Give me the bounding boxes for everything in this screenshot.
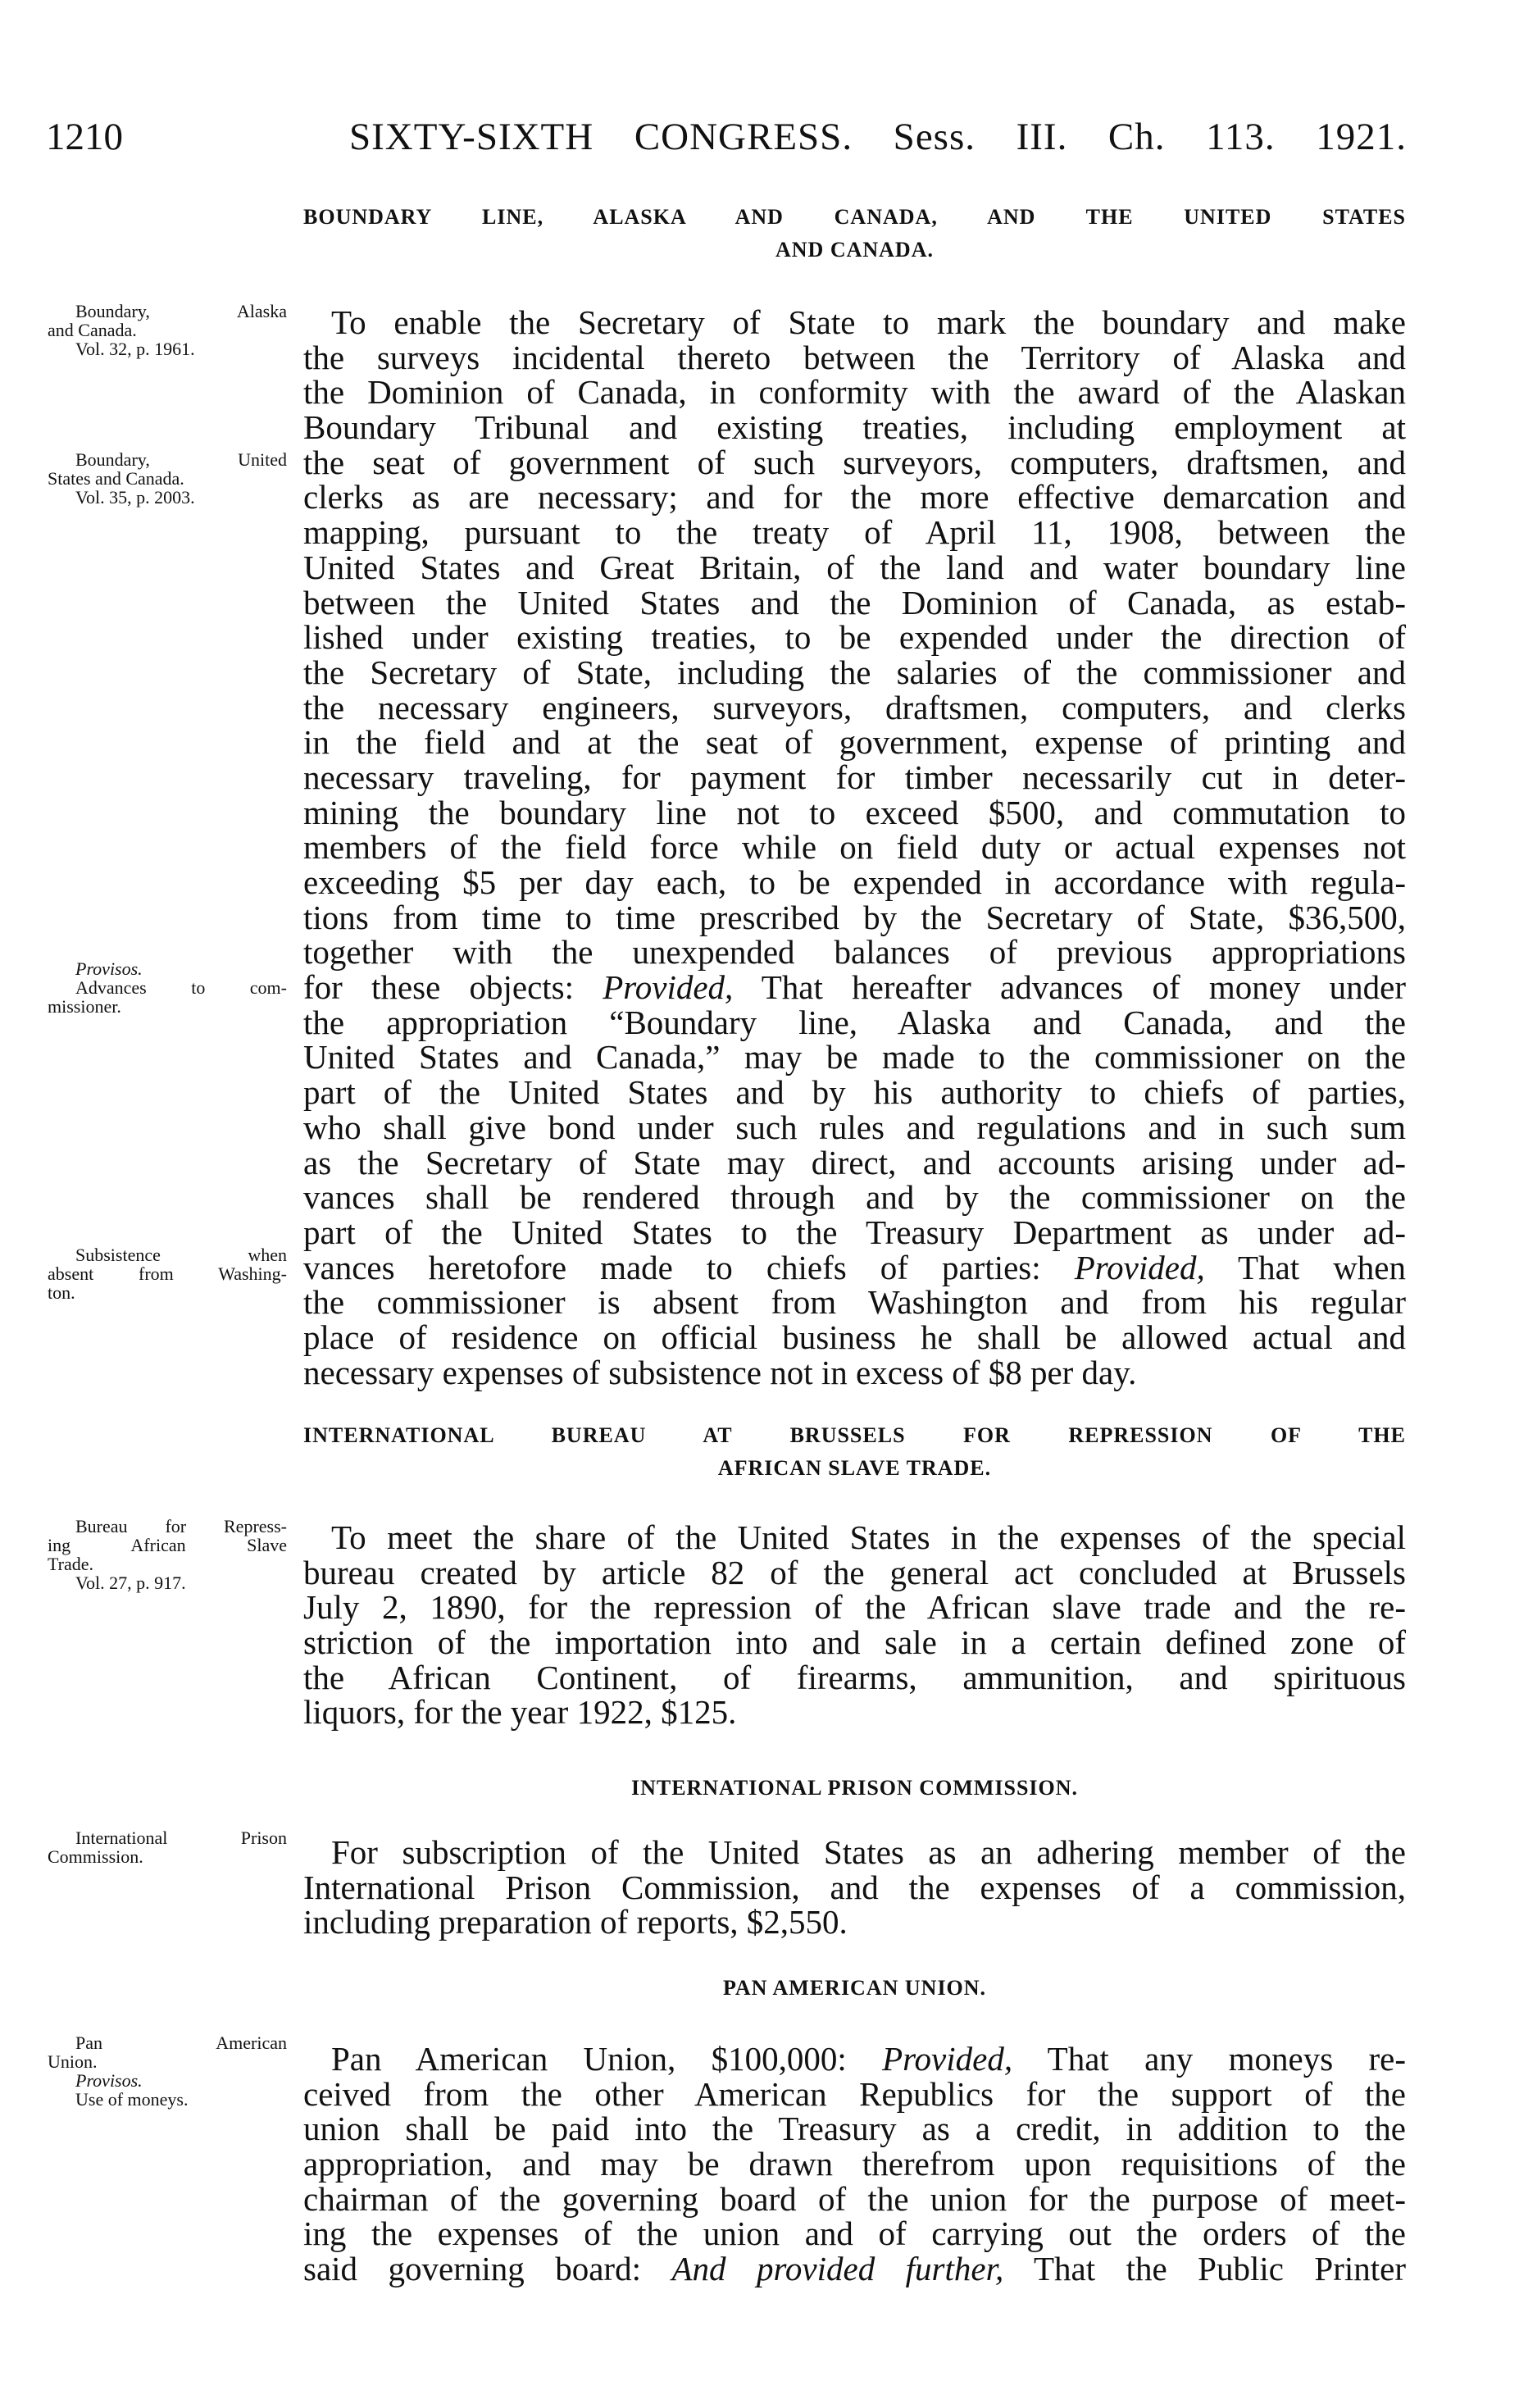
paragraph-brussels xyxy=(303,1520,1406,1730)
margin-note-line: International Prison xyxy=(75,1828,287,1848)
text-line: exceeding $5 per day each, to be expended in accordance with regula- xyxy=(303,863,1406,901)
text-line: place of residence on official business he shall be allowed actual and xyxy=(303,1318,1406,1356)
text-line: vances heretofore made to chiefs of parties: Provided, That when xyxy=(303,1248,1407,1286)
text-line: the appropriation “Boundary line, Alaska and Canada, and the xyxy=(303,1003,1406,1041)
text-line: lished under existing treaties, to be expended under the direction of xyxy=(303,618,1406,657)
margin-note xyxy=(48,959,287,1016)
text-line: in the field and at the seat of government, expense of printing and xyxy=(303,723,1406,762)
text-line: including preparation of reports, $2,550. xyxy=(303,1903,848,1941)
margin-note-line: ing African Slave xyxy=(48,1535,287,1555)
text-line: the necessary engineers, surveyors, draftsmen, computers, and clerks xyxy=(303,688,1406,726)
text-line: the seat of government of such surveyors, computers, draftsmen, and xyxy=(303,443,1406,481)
margin-note-line: Vol. 27, p. 917. xyxy=(75,1573,186,1593)
section-heading-prison xyxy=(303,1772,1406,1805)
heading-line: INTERNATIONAL BUREAU AT BRUSSELS FOR REPRESSION OF THE xyxy=(303,1423,1406,1447)
text-line: necessary traveling, for payment for timber necessarily cut in deter- xyxy=(303,758,1406,796)
margin-note-line: Subsistence when xyxy=(75,1245,287,1265)
text-line: necessary expenses of subsistence not in excess of $8 per day. xyxy=(303,1353,1137,1391)
italic-text: Provided, xyxy=(1074,1248,1205,1286)
margin-note-line: States and Canada. xyxy=(48,468,184,489)
text-line: the commissioner is absent from Washington and from his regular xyxy=(303,1283,1406,1322)
text-line: striction of the importation into and sale in a certain defined zone of xyxy=(303,1623,1406,1662)
text-line: mining the boundary line not to exceed $500, and commutation to xyxy=(303,793,1406,831)
paragraph-pan-american xyxy=(303,2042,1406,2287)
margin-note xyxy=(48,1828,287,1866)
heading-line: INTERNATIONAL PRISON COMMISSION. xyxy=(630,1776,1079,1800)
text-line: Pan American Union, $100,000: Provided, That any moneys re- xyxy=(331,2040,1406,2078)
text-line: who shall give bond under such rules and regulations and in such sum xyxy=(303,1108,1406,1146)
margin-note xyxy=(48,2033,287,2109)
heading-line: AND CANADA. xyxy=(775,238,934,262)
text-line: for these objects: Provided, That hereafter advances of money under xyxy=(303,968,1407,1007)
text-line: International Prison Commission, and the expenses of a commission, xyxy=(303,1868,1406,1906)
text-line: Boundary Tribunal and existing treaties, including employment at xyxy=(303,408,1406,447)
section-heading-pan-american xyxy=(303,1972,1406,2005)
text-line: the Dominion of Canada, in conformity with the award of the Alaskan xyxy=(303,373,1406,412)
heading-line: BOUNDARY LINE, ALASKA AND CANADA, AND THE UNITED STATES xyxy=(303,205,1406,229)
margin-note-line: Bureau for Repress- xyxy=(75,1516,287,1536)
margin-note xyxy=(48,1517,287,1592)
text-line: For subscription of the United States as an adhering member of the xyxy=(331,1833,1406,1871)
paragraph-prison xyxy=(303,1835,1406,1940)
text-line: part of the United States to the Treasury Department as under ad- xyxy=(303,1213,1406,1251)
text-line: ing the expenses of the union and of carrying out the orders of the xyxy=(303,2215,1406,2253)
margin-note-line: Boundary, United xyxy=(75,449,287,470)
text-line: ceived from the other American Republics for the support of the xyxy=(303,2074,1406,2113)
heading-line: AFRICAN SLAVE TRADE. xyxy=(717,1456,992,1480)
text-line: United States and Great Britain, of the land and water boundary line xyxy=(303,548,1406,586)
section-heading-brussels xyxy=(303,1419,1406,1485)
text-line: between the United States and the Dominion of Canada, as estab- xyxy=(303,583,1406,621)
text-line: tions from time to time prescribed by the Secretary of State, $36,500, xyxy=(303,898,1406,936)
margin-note-line: Vol. 32, p. 1961. xyxy=(75,339,195,359)
margin-note-line: and Canada. xyxy=(48,320,137,340)
heading-line: PAN AMERICAN UNION. xyxy=(722,1976,987,2000)
margin-note-line: Provisos. xyxy=(75,2070,143,2091)
text-line: clerks as are necessary; and for the more effective demarcation and xyxy=(303,478,1406,517)
margin-note-line: absent from Washing- xyxy=(48,1263,287,1284)
text-line: mapping, pursuant to the treaty of April 11, 1908, between the xyxy=(303,513,1406,552)
text-line: To enable the Secretary of State to mark the boundary and make xyxy=(331,303,1406,341)
margin-note-line: Use of moneys. xyxy=(75,2089,189,2110)
text-line: bureau created by article 82 of the general act concluded at Brussels xyxy=(303,1553,1406,1591)
margin-note-line: ton. xyxy=(48,1282,75,1303)
page-number: 1210 xyxy=(46,116,123,158)
text-line: To meet the share of the United States in the expenses of the special xyxy=(331,1518,1406,1556)
text-line: as the Secretary of State may direct, and accounts arising under ad- xyxy=(303,1143,1406,1181)
text-line: union shall be paid into the Treasury as a credit, in addition to the xyxy=(303,2110,1406,2148)
text-line: the Secretary of State, including the salaries of the commissioner and xyxy=(303,653,1406,691)
text-line: said governing board: And provided further, That the Public Printer xyxy=(303,2250,1407,2288)
margin-note-line: Trade. xyxy=(48,1554,94,1574)
section-heading-boundary xyxy=(303,201,1406,266)
margin-note-line: Boundary, Alaska xyxy=(75,301,287,321)
text-line: vances shall be rendered through and by the commissioner on the xyxy=(303,1178,1406,1217)
margin-note-line: Provisos. xyxy=(75,958,143,979)
margin-note-line: Union. xyxy=(48,2051,98,2072)
margin-note xyxy=(48,450,287,507)
margin-note xyxy=(48,1245,287,1302)
text-line: appropriation, and may be drawn therefrom upon requisitions of the xyxy=(303,2145,1406,2183)
text-line: United States and Canada,” may be made to the commissioner on the xyxy=(303,1038,1406,1077)
running-header xyxy=(46,115,1407,164)
italic-text: Provided, xyxy=(882,2040,1013,2078)
margin-note xyxy=(48,302,287,358)
running-title: SIXTY-SIXTH CONGRESS. Sess. III. Ch. 113. 1921. xyxy=(349,116,1407,158)
margin-note-line: Advances to com- xyxy=(75,977,287,998)
margin-note-line: Pan American xyxy=(75,2032,287,2053)
text-line: July 2, 1890, for the repression of the African slave trade and the re- xyxy=(303,1588,1406,1627)
text-line: the African Continent, of firearms, ammunition, and spirituous xyxy=(303,1658,1406,1696)
italic-text: Provided, xyxy=(603,968,734,1007)
text-line: part of the United States and by his authority to chiefs of parties, xyxy=(303,1073,1406,1112)
margin-note-line: missioner. xyxy=(48,996,121,1017)
italic-text: And provided further, xyxy=(671,2250,1004,2288)
text-line: the surveys incidental thereto between the Territory of Alaska and xyxy=(303,338,1406,376)
paragraph-boundary xyxy=(303,305,1406,1390)
text-line: members of the field force while on field duty or actual expenses not xyxy=(303,828,1406,867)
margin-note-line: Vol. 35, p. 2003. xyxy=(75,487,195,508)
text-line: chairman of the governing board of the union for the purpose of meet- xyxy=(303,2179,1406,2218)
margin-note-line: Commission. xyxy=(48,1846,143,1867)
text-line: together with the unexpended balances of previous appropriations xyxy=(303,933,1406,972)
text-line: liquors, for the year 1922, $125. xyxy=(303,1693,737,1732)
